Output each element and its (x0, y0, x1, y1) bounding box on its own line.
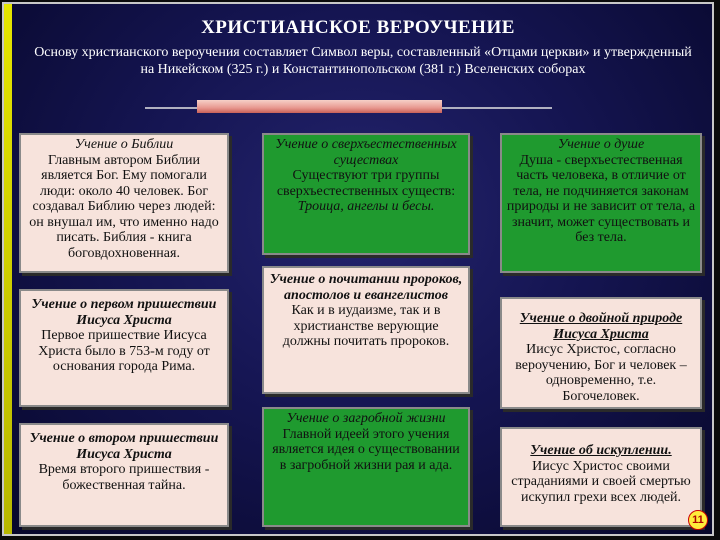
card-text: Иисус Христос своими страданиями и своей смертью искупил грехи всех людей. (511, 458, 691, 505)
card-soul (500, 133, 702, 273)
card-text: Главным автором Библии является Бог. Ему помогали люди: около 40 человек. Бог создавал Библию через людей: он внушал им, что именно надо писать. Библия - книга боговдохновенная. (29, 152, 219, 261)
card-text: Иисус Христос, согласно вероучению, Бог и человек – одновременно, т.е. Богочеловек. (515, 342, 687, 404)
card-heading: Учение об искуплении. (530, 443, 672, 458)
card-heading: Учение о двойной природе Иисуса Христа (519, 311, 683, 342)
card-text: Существуют три группы сверхъестественных существ: (276, 168, 456, 199)
card-veneration (262, 266, 470, 394)
divider-right (442, 107, 552, 109)
card-atonement (500, 427, 702, 527)
page-number-badge: 11 (688, 510, 708, 530)
card-heading: Учение о первом пришествии Иисуса Христа (31, 297, 217, 328)
card-text: Главной идеей этого учения является идея о существовании в загробной жизни рая и ада. (272, 426, 460, 473)
card-heading: Учение о загробной жизни (286, 411, 446, 426)
card-supernatural (262, 133, 470, 255)
card-text-italic: Троица, ангелы и бесы. (297, 199, 435, 214)
divider-left (145, 107, 197, 109)
card-heading: Учение о Библии (74, 137, 174, 152)
card-heading: Учение о сверхъестественных существах (275, 137, 457, 168)
card-second-coming (19, 423, 229, 527)
card-bible (19, 133, 229, 273)
card-dual-nature (500, 297, 702, 409)
slide-title: ХРИСТИАНСКОЕ ВЕРОУЧЕНИЕ (201, 17, 515, 38)
left-accent-stripe (4, 4, 12, 534)
decorative-bar (197, 100, 442, 113)
card-text: Первое пришествие Иисуса Христа было в 753-м году от основания города Рима. (38, 328, 210, 374)
card-heading: Учение о втором пришествии Иисуса Христа (29, 431, 219, 462)
intro-text: Основу христианского вероучения составляет Символ веры, составленный «Отцами церкви» и утвержденный на Никейском (325 г.) и Константинопольском (381 г.) Вселенских соборах (34, 45, 692, 77)
card-afterlife (262, 407, 470, 527)
card-heading: Учение о почитании пророков, апостолов и евангелистов (269, 272, 463, 303)
card-heading: Учение о душе (557, 137, 645, 152)
slide (2, 2, 714, 536)
card-text: Душа - сверхъестественная часть человека, в отличие от тела, не подчиняется законам природы и не зависит от тела, а значит, может существовать и без тела. (506, 152, 696, 245)
card-text: Время второго пришествия - божественная тайна. (38, 462, 210, 493)
card-text: Как и в иудаизме, так и в христианстве верующие должны почитать пророков. (282, 303, 450, 349)
card-first-coming (19, 289, 229, 407)
